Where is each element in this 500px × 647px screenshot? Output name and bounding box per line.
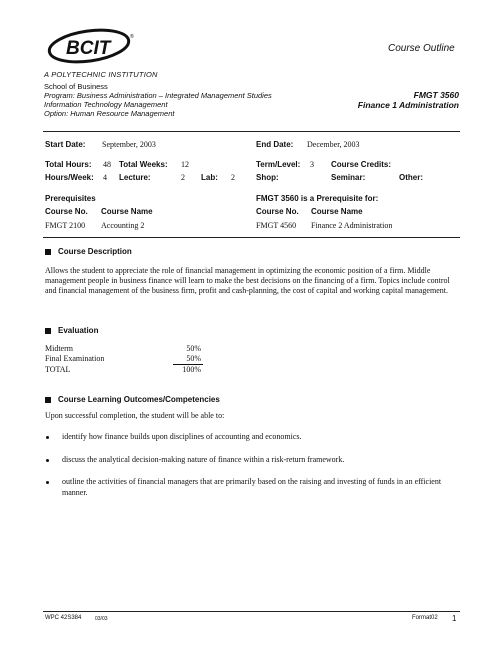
evaluation-bullet-square bbox=[45, 328, 51, 334]
prereq-course-no: FMGT 2100 bbox=[45, 221, 86, 230]
other-label: Other: bbox=[399, 173, 423, 182]
start-date-value: September, 2003 bbox=[102, 140, 156, 149]
start-date-label: Start Date: bbox=[45, 140, 86, 149]
term-level-value: 3 bbox=[310, 160, 314, 169]
eval-midterm-value: 50% bbox=[186, 344, 201, 353]
program-name: Program: Business Administration – Integrated Management Studies bbox=[44, 91, 272, 100]
course-credits-label: Course Credits: bbox=[331, 160, 392, 169]
prerequisites-title: Prerequisites bbox=[45, 194, 96, 203]
lecture-label: Lecture: bbox=[119, 173, 151, 182]
description-text: Allows the student to appreciate the role of financial management in optimizing the economic position of a firm. Middle management people in business finance will learn to make the best decisions on the financing of a firm. Topics include control and financial management of the business firm, profit and cash-planning, the cost of capital and working capital management. bbox=[45, 266, 450, 295]
course-code: FMGT 3560 bbox=[413, 90, 459, 100]
page-number: 1 bbox=[452, 614, 457, 623]
evaluation-heading: Evaluation bbox=[58, 326, 99, 335]
header-rule bbox=[43, 131, 460, 132]
end-date-value: December, 2003 bbox=[307, 140, 360, 149]
eval-midterm-label: Midterm bbox=[45, 344, 73, 353]
prerequisite-for-title: FMGT 3560 is a Prerequisite for: bbox=[256, 194, 379, 203]
total-hours-value: 48 bbox=[103, 160, 111, 169]
outcome-bullet bbox=[46, 481, 49, 484]
description-heading: Course Description bbox=[58, 247, 132, 256]
right-col-name-header: Course Name bbox=[311, 207, 363, 216]
course-title: Finance 1 Administration bbox=[357, 100, 459, 110]
school-name: School of Business bbox=[44, 82, 108, 91]
institution-tagline: A POLYTECHNIC INSTITUTION bbox=[44, 70, 158, 79]
term-level-label: Term/Level: bbox=[256, 160, 301, 169]
outcome-item: outline the activities of financial managers that are primarily based on the raising and investing of funds in an efficient manner. bbox=[62, 477, 442, 497]
outcome-item: discuss the analytical decision-making nature of finance within a risk-return framework. bbox=[62, 455, 345, 464]
lab-label: Lab: bbox=[201, 173, 218, 182]
logo-text: BCIT bbox=[66, 38, 111, 59]
total-hours-label: Total Hours: bbox=[45, 160, 92, 169]
info-rule bbox=[43, 237, 460, 238]
lecture-value: 2 bbox=[181, 173, 185, 182]
eval-total-label: TOTAL bbox=[45, 365, 71, 374]
outcomes-heading: Course Learning Outcomes/Competencies bbox=[58, 395, 220, 404]
right-col-no-header: Course No. bbox=[256, 207, 299, 216]
specialization-name: Information Technology Management bbox=[44, 100, 168, 109]
doc-type: Course Outline bbox=[388, 43, 455, 54]
outcome-bullet bbox=[46, 436, 49, 439]
seminar-label: Seminar: bbox=[331, 173, 366, 182]
bcit-logo bbox=[44, 26, 140, 66]
svg-text:®: ® bbox=[130, 34, 134, 40]
lab-value: 2 bbox=[231, 173, 235, 182]
shop-label: Shop: bbox=[256, 173, 279, 182]
eval-final-value: 50% bbox=[186, 354, 201, 363]
footer-format-label: Format02 bbox=[412, 615, 438, 621]
total-weeks-label: Total Weeks: bbox=[119, 160, 168, 169]
end-date-label: End Date: bbox=[256, 140, 294, 149]
outcomes-bullet-square bbox=[45, 397, 51, 403]
option-name: Option: Human Resource Management bbox=[44, 109, 175, 118]
next-course-no: FMGT 4560 bbox=[256, 221, 297, 230]
left-col-name-header: Course Name bbox=[101, 207, 153, 216]
footer-form-code: WPC 42S384 bbox=[45, 615, 82, 621]
footer-form-date: 03/03 bbox=[95, 616, 108, 622]
footer-rule bbox=[43, 611, 460, 612]
outcome-item: identify how finance builds upon disciplines of accounting and economics. bbox=[62, 432, 302, 441]
left-col-no-header: Course No. bbox=[45, 207, 88, 216]
total-weeks-value: 12 bbox=[181, 160, 189, 169]
hours-week-label: Hours/Week: bbox=[45, 173, 94, 182]
next-course-name: Finance 2 Administration bbox=[311, 221, 393, 230]
outcome-bullet bbox=[46, 459, 49, 462]
description-bullet-square bbox=[45, 249, 51, 255]
hours-week-value: 4 bbox=[103, 173, 107, 182]
eval-total-value: 100% bbox=[182, 365, 201, 374]
prereq-course-name: Accounting 2 bbox=[101, 221, 145, 230]
outcomes-intro: Upon successful completion, the student will be able to: bbox=[45, 411, 225, 420]
eval-final-label: Final Examination bbox=[45, 354, 105, 363]
